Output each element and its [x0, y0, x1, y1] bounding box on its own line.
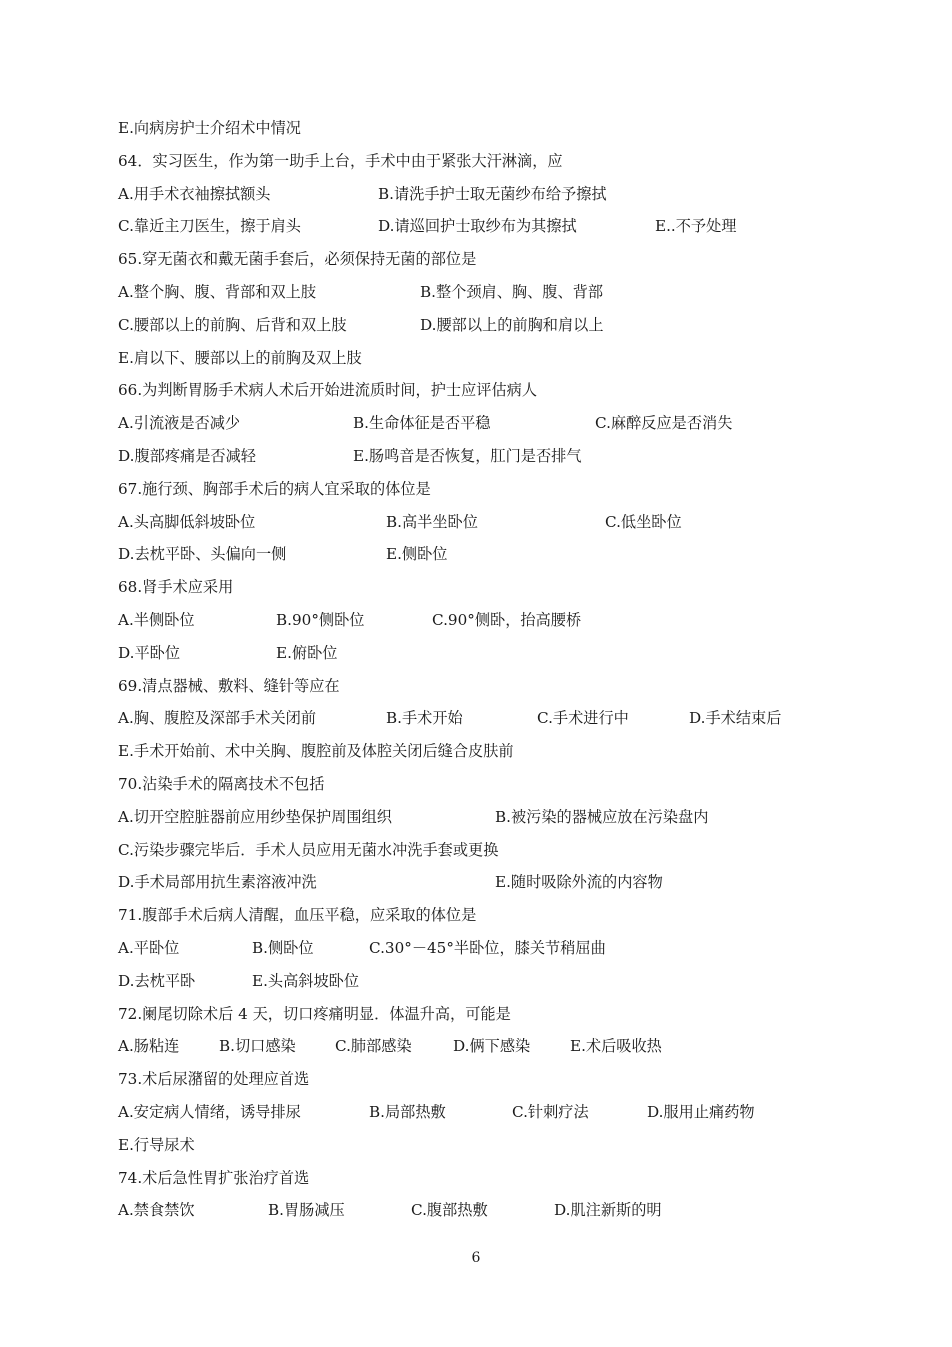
text-line [118, 1194, 838, 1227]
text-line [118, 998, 838, 1031]
text-line [118, 965, 838, 998]
text-segment: E.行导尿术 [118, 1135, 195, 1154]
text-segment: C.腹部热敷 [411, 1201, 488, 1220]
text-line [118, 1096, 838, 1129]
text-segment: E.随时吸除外流的内容物 [495, 873, 663, 892]
text-segment: E.肩以下、腰部以上的前胸及双上肢 [118, 348, 362, 367]
text-segment: A.用手术衣袖擦拭额头 [118, 184, 271, 203]
text-segment: D.平卧位 [118, 643, 181, 662]
text-line [118, 440, 838, 473]
text-line [118, 637, 838, 670]
text-segment: B.生命体征是否平稳 [353, 414, 491, 433]
text-line [118, 834, 838, 867]
text-segment: E.肠鸣音是否恢复，肛门是否排气 [353, 446, 582, 465]
text-line [118, 571, 838, 604]
text-segment: C.30°－45°半卧位，膝关节稍屈曲 [369, 938, 606, 957]
text-line [118, 1063, 838, 1096]
text-segment: B.局部热敷 [369, 1102, 446, 1121]
text-segment: A.半侧卧位 [118, 610, 195, 629]
text-line [118, 670, 838, 703]
text-line [118, 309, 838, 342]
text-segment: B.手术开始 [386, 709, 463, 728]
text-line [118, 243, 838, 276]
text-line [118, 473, 838, 506]
text-line [118, 112, 838, 145]
text-segment: C.肺部感染 [335, 1037, 412, 1056]
text-segment: 69.清点器械、敷料、缝针等应在 [118, 676, 340, 695]
text-segment: 72.阑尾切除术后 4 天，切口疼痛明显．体温升高，可能是 [118, 1004, 511, 1023]
text-segment: B.被污染的器械应放在污染盘内 [495, 807, 709, 826]
text-line [118, 210, 838, 243]
text-line [118, 604, 838, 637]
text-segment: 67.施行颈、胸部手术后的病人宜采取的体位是 [118, 479, 431, 498]
text-segment: B.高半坐卧位 [386, 512, 478, 531]
text-line [118, 801, 838, 834]
text-line [118, 702, 838, 735]
text-line [118, 866, 838, 899]
text-segment: A.平卧位 [118, 938, 180, 957]
text-segment: D.肌注新斯的明 [554, 1201, 662, 1220]
text-segment: C.针刺疗法 [512, 1102, 589, 1121]
text-segment: 68.肾手术应采用 [118, 578, 234, 597]
text-segment: 73.术后尿潴留的处理应首选 [118, 1070, 310, 1089]
text-segment: E.头高斜坡卧位 [252, 971, 360, 990]
text-segment: 65.穿无菌衣和戴无菌手套后，必须保持无菌的部位是 [118, 250, 477, 269]
text-line [118, 407, 838, 440]
text-segment: E.向病房护士介绍术中情况 [118, 119, 301, 137]
text-segment: D.腰部以上的前胸和肩以上 [420, 315, 604, 334]
text-segment: D.去枕平卧 [118, 971, 196, 990]
text-line [118, 145, 838, 178]
text-segment: A.胸、腹腔及深部手术关闭前 [118, 709, 317, 728]
text-segment: 74.术后急性胃扩张治疗首选 [118, 1168, 310, 1187]
text-segment: 66.为判断胃肠手术病人术后开始进流质时间，护士应评估病人 [118, 381, 538, 400]
text-segment: B.胃肠减压 [268, 1201, 345, 1220]
text-segment: D.俩下感染 [453, 1037, 531, 1056]
text-segment: E.术后吸收热 [570, 1037, 662, 1056]
text-segment: B.切口感染 [219, 1037, 296, 1056]
text-segment: D.手术结束后 [689, 709, 782, 728]
text-segment: E..不予处理 [655, 217, 737, 236]
text-segment: A.切开空腔脏器前应用纱垫保护周围组织 [118, 807, 392, 826]
text-segment: D.请巡回护士取纱布为其擦拭 [378, 217, 577, 236]
text-line [118, 538, 838, 571]
text-line [118, 1129, 838, 1162]
text-segment: B.侧卧位 [252, 938, 314, 957]
text-segment: C.低坐卧位 [605, 512, 682, 531]
text-segment: B.请洗手护士取无菌纱布给予擦拭 [378, 184, 607, 203]
text-line [118, 374, 838, 407]
text-segment: 64．实习医生，作为第一助手上台，手术中由于紧张大汗淋滴，应 [118, 151, 563, 170]
text-segment: E.俯卧位 [276, 643, 338, 662]
text-segment: C.手术进行中 [537, 709, 629, 728]
text-segment: D.手术局部用抗生素溶液冲洗 [118, 873, 317, 892]
text-line [118, 1162, 838, 1195]
text-segment: C.污染步骤完毕后．手术人员应用无菌水冲洗手套或更换 [118, 840, 499, 859]
text-segment: E.侧卧位 [386, 545, 448, 564]
text-segment: C.90°侧卧，抬高腰桥 [432, 610, 582, 629]
text-line [118, 342, 838, 375]
question-list [118, 112, 838, 1227]
text-line [118, 506, 838, 539]
text-line [118, 899, 838, 932]
text-segment: A.引流液是否减少 [118, 414, 241, 433]
page-number: 6 [471, 1250, 481, 1266]
text-segment: E.手术开始前、术中关胸、腹腔前及体腔关闭后缝合皮肤前 [118, 742, 514, 761]
text-segment: A.安定病人情绪，诱导排尿 [118, 1102, 301, 1121]
text-line [118, 768, 838, 801]
text-segment: D.腹部疼痛是否减轻 [118, 446, 256, 465]
text-line [118, 276, 838, 309]
text-segment: C.腰部以上的前胸、后背和双上肢 [118, 315, 347, 334]
text-segment: A.肠粘连 [118, 1037, 180, 1056]
text-segment: C.靠近主刀医生，擦于肩头 [118, 217, 301, 236]
text-segment: D.去枕平卧、头偏向一侧 [118, 545, 287, 564]
text-segment: B.整个颈肩、胸、腹、背部 [420, 282, 604, 301]
text-segment: A.禁食禁饮 [118, 1201, 195, 1220]
text-line [118, 932, 838, 965]
text-segment: A.头高脚低斜坡卧位 [118, 512, 256, 531]
text-line [118, 178, 838, 211]
text-segment: B.90°侧卧位 [276, 610, 365, 629]
text-segment: D.服用止痛药物 [647, 1102, 755, 1121]
text-line [118, 1030, 838, 1063]
text-line [118, 735, 838, 768]
text-segment: 70.沾染手术的隔离技术不包括 [118, 774, 325, 793]
text-segment: 71.腹部手术后病人清醒，血压平稳，应采取的体位是 [118, 906, 477, 925]
text-segment: A.整个胸、腹、背部和双上肢 [118, 282, 317, 301]
text-segment: C.麻醉反应是否消失 [595, 414, 733, 433]
